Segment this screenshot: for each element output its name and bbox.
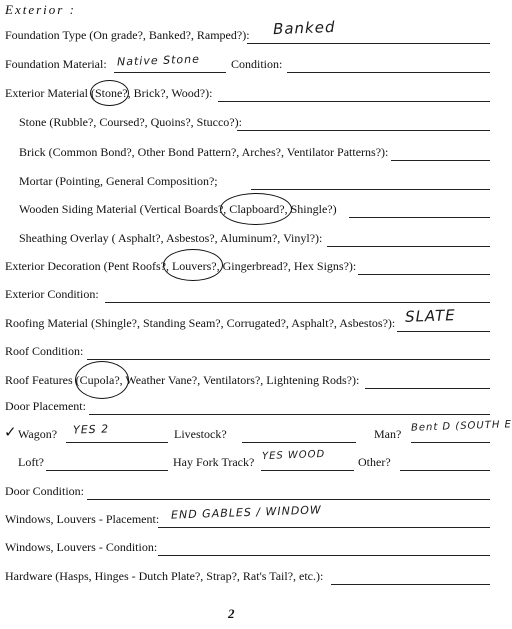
man-value: Bent D (SOUTH E (410, 419, 512, 434)
stone-line (237, 130, 490, 131)
roof-condition-line (87, 359, 490, 360)
roof-features-label: Roof Features (Cupola?, Weather Vane?, Ventilators?, Lightening Rods?): (5, 373, 360, 387)
exterior-material-line (218, 101, 490, 102)
other-line (400, 470, 490, 471)
foundation-type-label: Foundation Type (On grade?, Banked?, Ramped?): (5, 28, 250, 42)
foundation-type-row (5, 17, 490, 44)
wagon-label: Wagon? (18, 427, 58, 441)
roofing-material-label: Roofing Material (Shingle?, Standing Seam?, Corrugated?, Asphalt?, Asbestos?): (5, 316, 396, 330)
wooden-siding-line (349, 217, 490, 218)
door-placement-line (89, 414, 490, 415)
foundation-condition-line (287, 72, 490, 73)
roofing-material-line (397, 331, 490, 332)
exterior-condition-line (105, 302, 490, 303)
wagon-line (66, 442, 168, 443)
windows-placement-label: Windows, Louvers - Placement: (5, 512, 160, 526)
roofing-material-value: SLATE (404, 306, 457, 326)
brick-line (391, 160, 490, 161)
exterior-decoration-line (358, 274, 490, 275)
door-condition-label: Door Condition: (5, 484, 85, 498)
door-placement-label: Door Placement: (5, 399, 86, 413)
windows-placement-value: END GABLES / WINDOW (170, 503, 323, 522)
section-heading: Exterior : (5, 2, 76, 17)
roof-features-line (365, 388, 490, 389)
hay-fork-label: Hay Fork Track? (173, 455, 255, 469)
foundation-material-label: Foundation Material: (5, 57, 107, 71)
hay-fork-value: YES WOOD (261, 448, 326, 463)
livestock-label: Livestock? (174, 427, 227, 441)
other-label: Other? (358, 455, 391, 469)
mortar-line (251, 189, 490, 190)
sheathing-line (327, 246, 490, 247)
man-line (411, 442, 490, 443)
windows-placement-line (158, 527, 490, 528)
windows-placement-row (5, 503, 490, 528)
livestock-line (242, 442, 356, 443)
foundation-type-line (247, 43, 490, 44)
windows-condition-line (158, 555, 490, 556)
wooden-siding-row (19, 202, 490, 218)
hay-fork-line (261, 470, 354, 471)
wagon-value: YES 2 (72, 422, 110, 437)
brick-row (19, 145, 490, 161)
door-condition-line (87, 499, 490, 500)
hardware-line (331, 584, 490, 585)
foundation-material-row (5, 52, 490, 73)
exterior-material-row (5, 86, 490, 102)
roof-condition-label: Roof Condition: (5, 344, 84, 358)
page-number: 2 (228, 606, 235, 621)
exterior-decoration-row (5, 259, 490, 275)
mortar-label: Mortar (Pointing, General Composition?; (19, 174, 218, 188)
exterior-condition-label: Exterior Condition: (5, 287, 99, 301)
foundation-material-value: Native Stone (116, 52, 201, 69)
sheathing-row (19, 231, 490, 247)
wooden-siding-label: Wooden Siding Material (Vertical Boards?, Clapboard?, Shingle?) (19, 202, 337, 216)
wagon-check-mark: ✓ (4, 423, 17, 441)
loft-label: Loft? (18, 455, 44, 469)
exterior-material-label: Exterior Material (Stone?, Brick?, Wood?): (5, 86, 213, 100)
roof-condition-row (5, 344, 490, 360)
exterior-condition-row (5, 287, 490, 303)
windows-condition-label: Windows, Louvers - Condition: (5, 540, 158, 554)
man-label: Man? (374, 427, 402, 441)
stone-row (19, 115, 490, 131)
roof-features-row (5, 373, 490, 389)
wagon-row (18, 419, 512, 443)
loft-line (46, 470, 168, 471)
cupola-circle-mark (75, 361, 129, 399)
condition-label: Condition: (231, 57, 283, 71)
door-placement-row (5, 399, 490, 415)
foundation-material-line (114, 72, 226, 73)
sheathing-label: Sheathing Overlay ( Asphalt?, Asbestos?, Aluminum?, Vinyl?): (19, 231, 323, 245)
clapboard-circle-mark (220, 193, 292, 225)
loft-row (18, 448, 490, 471)
stone-label: Stone (Rubble?, Coursed?, Quoins?, Stucco?): (19, 115, 242, 129)
door-condition-row (5, 484, 490, 500)
brick-label: Brick (Common Bond?, Other Bond Pattern?, Arches?, Ventilator Patterns?): (19, 145, 389, 159)
stone-circle-mark (90, 80, 129, 106)
hardware-row (5, 569, 490, 585)
exterior-decoration-label: Exterior Decoration (Pent Roofs?, Louvers?, Gingerbread?, Hex Signs?): (5, 259, 357, 273)
mortar-row (19, 174, 490, 190)
windows-condition-row (5, 540, 490, 556)
foundation-type-value: Banked (272, 17, 336, 39)
louvers-circle-mark (163, 249, 223, 281)
roofing-material-row (5, 306, 490, 332)
hardware-label: Hardware (Hasps, Hinges - Dutch Plate?, Strap?, Rat's Tail?, etc.): (5, 569, 324, 583)
